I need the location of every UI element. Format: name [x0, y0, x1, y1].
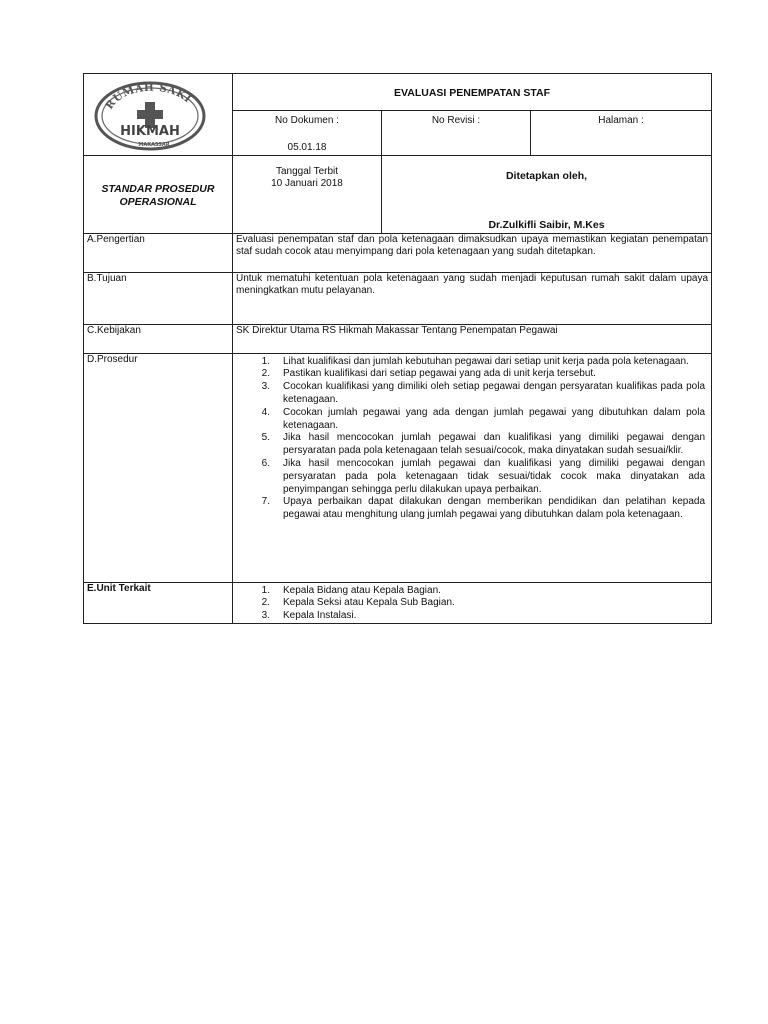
- procedure-step-number: 5.: [261, 432, 270, 444]
- hospital-logo-cell: [84, 74, 233, 156]
- procedure-step-number: 2.: [261, 368, 270, 380]
- procedure-step: [233, 356, 711, 369]
- sop-label-cell: [84, 155, 233, 233]
- related-unit-number: 3.: [261, 610, 270, 622]
- page-label: Halaman :: [531, 111, 712, 156]
- procedure-step-text: Cocokan kualifikasi yang dimiliki oleh setiap pegawai dengan persyaratan kualifikas pada pola ketenagaan.: [283, 381, 706, 405]
- procedure-step-number: 6.: [261, 457, 270, 469]
- procedure-step-number: 7.: [261, 496, 270, 508]
- related-unit: [233, 610, 711, 623]
- sop-label-line2: OPERASIONAL: [119, 195, 197, 208]
- sop-document: [83, 73, 711, 624]
- logo-top-text: RUMAH SAKI: [103, 81, 194, 112]
- related-units-list: [233, 585, 711, 623]
- procedure-step-text: Lihat kualifikasi dan jumlah kebutuhan pegawai dari setiap unit kerja pada pola ketenagaan.: [283, 355, 689, 367]
- procedure-step-number: 3.: [261, 381, 270, 393]
- procedure-step: [233, 381, 711, 407]
- section-text-tujuan: Untuk mematuhi ketentuan pola ketenagaan yang sudah menjadi keputusan rumah sakit dalam upaya meningkatkan mutu pelayanan.: [233, 272, 712, 324]
- section-label-tujuan: B.Tujuan: [84, 272, 233, 324]
- related-unit-text: Kepala Instalasi.: [283, 610, 357, 622]
- issue-date-label: Tanggal Terbit: [275, 165, 339, 177]
- section-text-pengertian: Evaluasi penempatan staf dan pola ketenagaan dimaksudkan upaya memastikan kegiatan penempatan staf sudah cocok atau menyimpang dari pola ketenagaan yang sudah ditetapkan.: [233, 233, 712, 272]
- procedure-step: [233, 407, 711, 433]
- procedure-steps: [233, 356, 711, 522]
- section-prosedur-body: [233, 353, 712, 582]
- approved-by-label: Ditetapkan oleh,: [505, 169, 588, 182]
- sop-table: [83, 73, 712, 624]
- related-unit-number: 2.: [261, 597, 270, 609]
- related-unit-number: 1.: [261, 584, 270, 596]
- section-label-prosedur: D.Prosedur: [84, 353, 233, 582]
- doc-number-value: 05.01.18: [287, 141, 327, 153]
- related-unit-text: Kepala Seksi atau Kepala Sub Bagian.: [283, 597, 455, 609]
- revision-label: No Revisi :: [382, 111, 531, 156]
- related-unit: [233, 597, 711, 610]
- approver-name: Dr.Zulkifli Saibir, M.Kes: [488, 218, 605, 231]
- procedure-step: [233, 368, 711, 381]
- document-title: EVALUASI PENEMPATAN STAF: [233, 74, 712, 111]
- hospital-logo: [94, 80, 206, 157]
- approval-cell: [382, 155, 712, 233]
- procedure-step-text: Pastikan kualifikasi dari setiap pegawai yang ada di unit kerja tersebut.: [283, 368, 596, 380]
- sop-label-line1: STANDAR PROSEDUR: [101, 182, 215, 195]
- issue-date-cell: [233, 155, 382, 233]
- logo-name: HIKMAH: [120, 124, 180, 139]
- procedure-step-text: Jika hasil mencocokan jumlah pegawai dan kualifikasi yang dimiliki pegawai dengan persyaratan pada pola ketenagaan telah sesuai/cocok, maka dinyatakan sudah sesuai/klir.: [283, 432, 706, 457]
- logo-city: MAKASSAR: [138, 142, 170, 148]
- section-label-kebijakan: C.Kebijakan: [84, 324, 233, 353]
- procedure-step-text: Jika hasil mencocokan jumlah pegawai dan kualifikasi yang dimiliki pegawai dengan persyaratan pada pola ketenagaan tidak sesuai/tidak cocok maka dinyatakan ada penyimpangan sehingga perlu dilakukan upaya perbaikan.: [283, 457, 706, 495]
- doc-number-cell: [233, 111, 382, 156]
- procedure-step-number: 1.: [261, 355, 270, 367]
- section-text-kebijakan: SK Direktur Utama RS Hikmah Makassar Tentang Penempatan Pegawai: [233, 324, 712, 353]
- doc-number-label: No Dokumen :: [275, 115, 339, 126]
- section-unit-terkait-body: [233, 582, 712, 623]
- issue-date-value: 10 Januari 2018: [271, 178, 343, 190]
- related-unit-text: Kepala Bidang atau Kepala Bagian.: [283, 584, 441, 596]
- procedure-step: [233, 496, 711, 522]
- procedure-step-text: Upaya perbaikan dapat dilakukan dengan memberikan pendidikan dan pelatihan kepada pegawai atau menghitung ulang jumlah pegawai yang dibutuhkan dalam pola ketenagaan.: [283, 496, 706, 521]
- procedure-step-text: Cocokan jumlah pegawai yang ada dengan jumlah pegawai yang dibutuhkan dalam pola ketenagaan.: [283, 406, 706, 431]
- procedure-step: [233, 432, 711, 458]
- procedure-step-number: 4.: [261, 406, 270, 418]
- related-unit: [233, 585, 711, 598]
- procedure-step: [233, 458, 711, 496]
- section-label-pengertian: A.Pengertian: [84, 233, 233, 272]
- section-label-unit-terkait: E.Unit Terkait: [84, 582, 233, 623]
